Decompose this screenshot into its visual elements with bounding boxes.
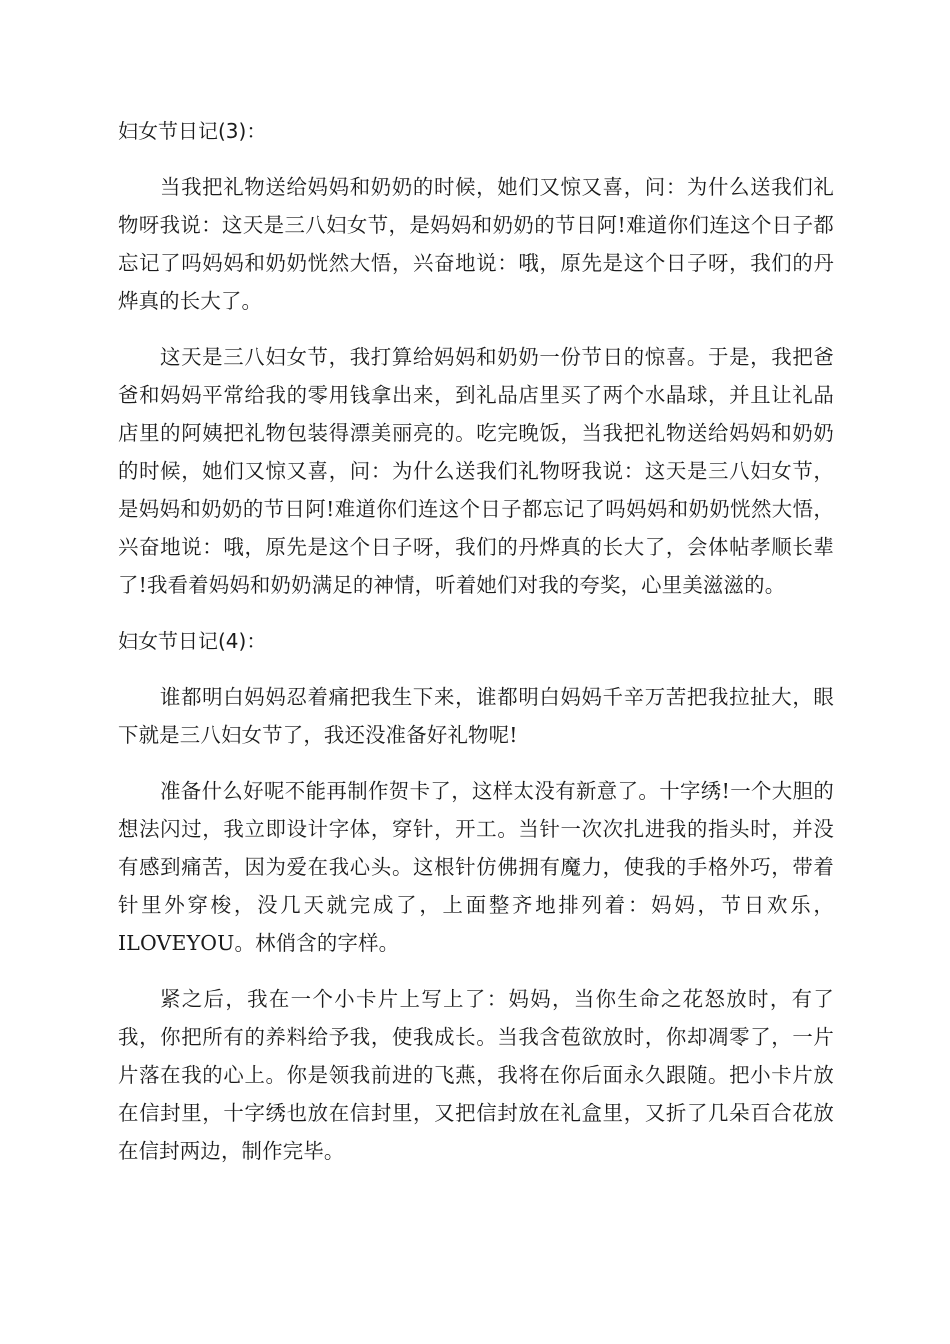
diary-section-3: [118, 112, 834, 604]
section-heading: 妇女节日记(4)：: [118, 629, 267, 653]
paragraph: 准备什么好呢不能再制作贺卡了，这样太没有新意了。十字绣!一个大胆的想法闪过，我立即设计字体，穿针，开工。当针一次次扎进我的指头时，并没有感到痛苦，因为爱在我心头。这根针仿佛拥有魔力，使我的手格外巧，带着针里外穿梭，没几天就完成了，上面整齐地排列着：妈妈，节日欢乐，ILOVEYOU。林俏含的字样。: [118, 779, 834, 955]
document-page: [118, 112, 834, 1188]
section-heading: 妇女节日记(3)：: [118, 119, 267, 143]
paragraph: 紧之后，我在一个小卡片上写上了：妈妈，当你生命之花怒放时，有了我，你把所有的养料给予我，使我成长。当我含苞欲放时，你却凋零了，一片片落在我的心上。你是领我前进的飞燕，我将在你后面永久跟随。把小卡片放在信封里，十字绣也放在信封里，又把信封放在礼盒里，又折了几朵百合花放在信封两边，制作完毕。: [118, 987, 834, 1163]
paragraph: 当我把礼物送给妈妈和奶奶的时候，她们又惊又喜，问：为什么送我们礼物呀我说：这天是三八妇女节，是妈妈和奶奶的节日阿!难道你们连这个日子都忘记了吗妈妈和奶奶恍然大悟，兴奋地说：哦，原先是这个日子呀，我们的丹烨真的长大了。: [118, 175, 834, 313]
paragraph: 这天是三八妇女节，我打算给妈妈和奶奶一份节日的惊喜。于是，我把爸爸和妈妈平常给我的零用钱拿出来，到礼品店里买了两个水晶球，并且让礼品店里的阿姨把礼物包装得漂美丽亮的。吃完晚饭，当我把礼物送给妈妈和奶奶的时候，她们又惊又喜，问：为什么送我们礼物呀我说：这天是三八妇女节，是妈妈和奶奶的节日阿!难道你们连这个日子都忘记了吗妈妈和奶奶恍然大悟，兴奋地说：哦，原先是这个日子呀，我们的丹烨真的长大了，会体帖孝顺长辈了!我看着妈妈和奶奶满足的神情，听着她们对我的夸奖，心里美滋滋的。: [118, 345, 834, 597]
paragraph: 谁都明白妈妈忍着痛把我生下来，谁都明白妈妈千辛万苦把我拉扯大，眼下就是三八妇女节了，我还没准备好礼物呢!: [118, 685, 834, 747]
diary-section-4: [118, 622, 834, 1170]
